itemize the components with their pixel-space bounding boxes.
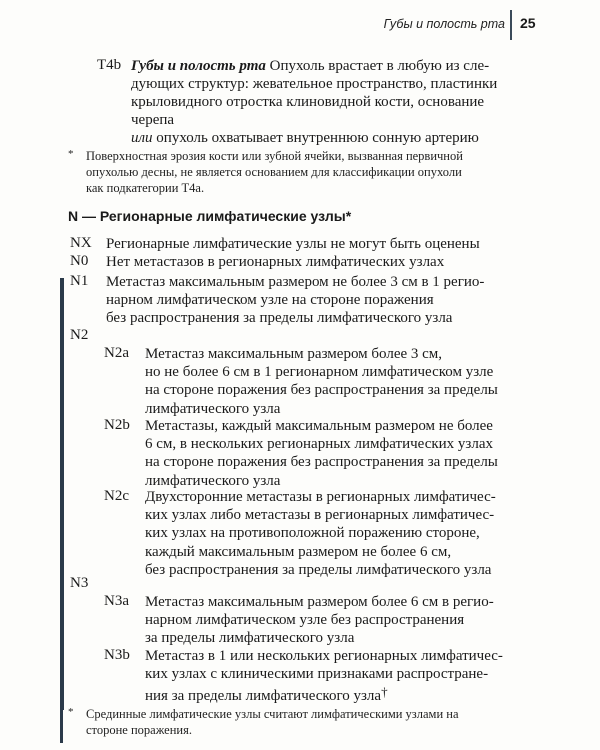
category-code-n3a: N3a (104, 593, 129, 609)
n1-line: без распространения за пределы лимфатического узла (106, 310, 453, 327)
category-text-n2a (145, 345, 498, 418)
header-divider (510, 10, 512, 40)
category-code-n2: N2 (70, 327, 89, 343)
t4b-line-2: дующих структур: жевательное пространство, пластинки (131, 76, 498, 92)
category-text-n2b (145, 417, 498, 490)
n2c-line: Двухсторонние метастазы в регионарных лимфатичес- (145, 489, 496, 505)
category-code-n3: N3 (70, 575, 89, 591)
category-code-n2b: N2b (104, 417, 130, 433)
category-code-n2a: N2a (104, 345, 129, 361)
n2c-line: ких узлах либо метастазы в регионарных лимфатичес- (145, 507, 495, 524)
n3a-line: нарном лимфатическом узле без распространения (145, 612, 465, 629)
category-text-n3b (145, 647, 503, 706)
n2b-line: 6 см, в нескольких регионарных лимфатических узлах (145, 436, 493, 453)
running-header-title: Губы и полость рта (383, 17, 505, 31)
footnote-line: Поверхностная эрозия кости или зубной ячейки, вызванная первичной (86, 149, 463, 163)
t4b-or: или (131, 130, 153, 146)
n0-line: Нет метастазов в регионарных лимфатических узлах (106, 254, 445, 270)
category-text-n1 (106, 273, 484, 328)
n2c-line: каждый максимальным размером не более 6 см, (145, 543, 452, 560)
dagger-mark: † (381, 684, 388, 700)
section-heading: N — Регионарные лимфатические узлы* (68, 208, 352, 224)
n2a-line: лимфатического узла (145, 400, 281, 417)
t4b-line-4: черепа (131, 112, 175, 128)
footnote-line: Срединные лимфатические узлы считают лимфатическими узлами на (86, 707, 459, 721)
category-code-n2c: N2c (104, 488, 129, 504)
margin-bar-footnote (60, 705, 63, 743)
n3a-line: Метастаз максимальным размером более 6 см в регио- (145, 594, 494, 610)
n3b-line: Метастаз в 1 или нескольких регионарных лимфатичес- (145, 648, 503, 664)
category-text-n3a (145, 593, 494, 648)
n2a-line: на стороне поражения без распространения за пределы (145, 382, 498, 399)
category-text-n2c (145, 488, 496, 579)
n1-line: нарном лимфатическом узле на стороне поражения (106, 292, 434, 309)
category-code-t4b: T4b (97, 57, 122, 73)
t4b-line-5 (131, 129, 511, 147)
footnote-line: как подкатегории T4a. (86, 181, 205, 195)
margin-bar (60, 278, 64, 710)
n1-line: Метастаз максимальным размером не более 3 см в 1 регио- (106, 274, 485, 290)
t4b-line-3: крыловидного отростка клиновидной кости, основание (131, 94, 485, 110)
t4b-line-1-rest: Опухоль врастает в любую из сле- (265, 58, 490, 74)
n3b-line (145, 683, 503, 705)
n3b-line-text: ния за пределы лимфатического узла (145, 688, 382, 705)
n2c-line: ких узлах на противоположной поражению стороне, (145, 525, 480, 542)
n2a-line: Метастаз максимальным размером более 3 см, (145, 346, 443, 362)
footnote-marker: * (68, 706, 74, 718)
t4b-line-1 (131, 57, 511, 75)
footnote-body (86, 148, 463, 196)
n2b-line: лимфатического узла (145, 472, 281, 489)
n2b-line: Метастазы, каждый максимальным размером не более (145, 418, 493, 434)
n3b-line: ких узлах с клиническими признаками распростране- (145, 666, 489, 683)
footnote-marker: * (68, 148, 74, 160)
category-code-nx: NX (70, 235, 92, 251)
t4b-title: Губы и полость рта (131, 58, 266, 74)
n2c-line: без распространения за пределы лимфатического узла (145, 561, 492, 578)
footnote-body (86, 706, 459, 738)
nx-line: Регионарные лимфатические узлы не могут быть оценены (106, 236, 480, 252)
footnote-line: стороне поражения. (86, 723, 192, 737)
t4b-line-5-rest: опухоль охватывает внутреннюю сонную артерию (152, 130, 479, 146)
page-number: 25 (520, 15, 536, 31)
category-text-t4b (131, 57, 511, 147)
category-code-n3b: N3b (104, 647, 130, 663)
category-text-n0 (106, 253, 444, 271)
category-code-n1: N1 (70, 273, 89, 289)
n2a-line: но не более 6 см в 1 регионарном лимфатическом узле (145, 364, 494, 381)
footnote-line: опухолью десны, не является основанием для классификации опухоли (86, 165, 462, 179)
category-code-n0: N0 (70, 253, 89, 269)
n2b-line: на стороне поражения без распространения за пределы (145, 454, 498, 471)
n3a-line: за пределы лимфатического узла (145, 630, 355, 647)
category-text-nx (106, 235, 480, 253)
